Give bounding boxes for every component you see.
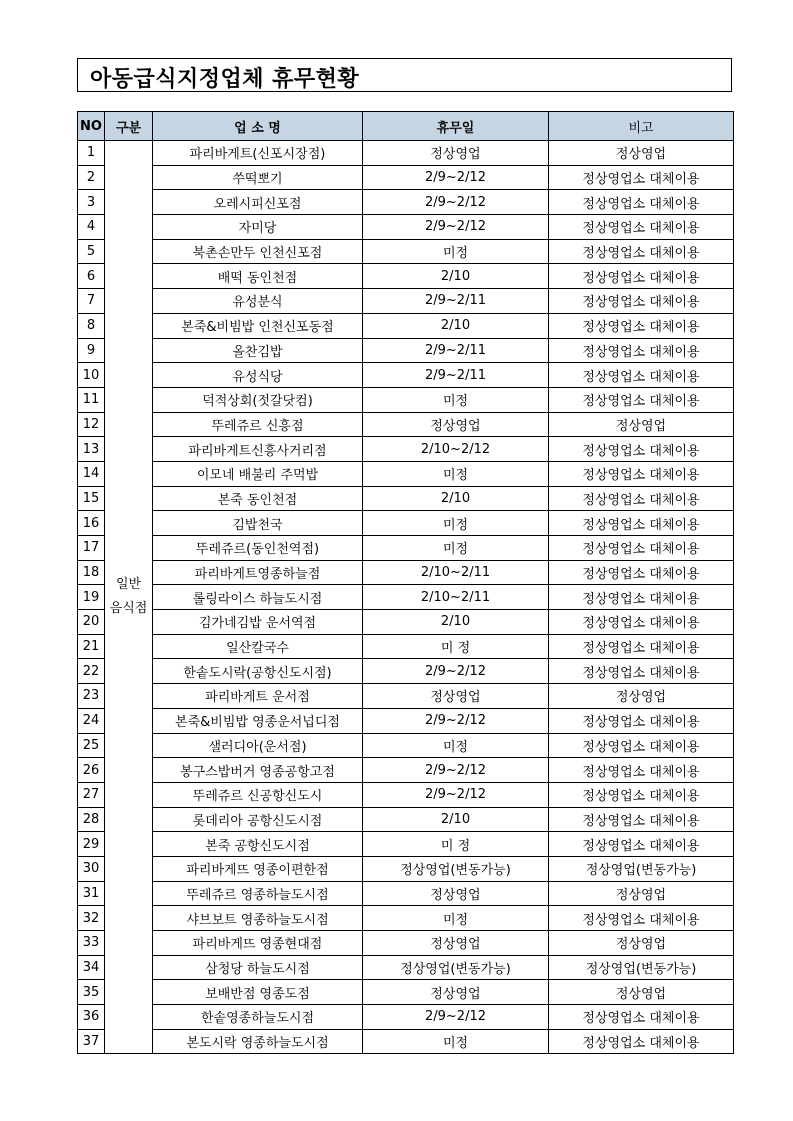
business-name: 파리바게트영종하늘점	[153, 560, 363, 585]
business-name: 파리바게뜨 영종이편한점	[153, 856, 363, 881]
closure-date: 2/9~2/12	[363, 1005, 549, 1030]
table-row	[78, 610, 734, 635]
header-closure-date: 휴무일	[363, 112, 549, 141]
row-number: 32	[78, 906, 105, 931]
row-number: 17	[78, 536, 105, 561]
business-name: 쑤떡뽀기	[153, 165, 363, 190]
note: 정상영업소 대체이용	[549, 363, 734, 388]
closure-date: 2/9~2/12	[363, 659, 549, 684]
business-name: 본죽 공항신도시점	[153, 832, 363, 857]
business-name: 김가네김밥 운서역점	[153, 610, 363, 635]
closure-date: 2/10~2/12	[363, 437, 549, 462]
table-row	[78, 807, 734, 832]
closure-date: 2/9~2/11	[363, 289, 549, 314]
closure-date: 미정	[363, 536, 549, 561]
table-row	[78, 758, 734, 783]
business-name: 배떡 동인천점	[153, 264, 363, 289]
table-header-row	[78, 112, 734, 141]
row-number: 15	[78, 486, 105, 511]
table-row	[78, 659, 734, 684]
table-row	[78, 931, 734, 956]
header-category: 구분	[105, 112, 153, 141]
note: 정상영업소 대체이용	[549, 264, 734, 289]
row-number: 4	[78, 215, 105, 240]
table-row	[78, 412, 734, 437]
table-row	[78, 585, 734, 610]
row-number: 5	[78, 239, 105, 264]
note: 정상영업	[549, 412, 734, 437]
business-name: 본죽&비빔밥 인천신포동점	[153, 313, 363, 338]
category-label-line2: 음식점	[109, 601, 148, 617]
note: 정상영업소 대체이용	[549, 659, 734, 684]
row-number: 7	[78, 289, 105, 314]
note: 정상영업소 대체이용	[549, 610, 734, 635]
note: 정상영업소 대체이용	[549, 1005, 734, 1030]
closure-date: 2/10	[363, 610, 549, 635]
business-name: 유성분식	[153, 289, 363, 314]
closure-date: 2/10~2/11	[363, 585, 549, 610]
business-name: 본죽 동인천점	[153, 486, 363, 511]
table-row	[78, 264, 734, 289]
note: 정상영업소 대체이용	[549, 1029, 734, 1054]
row-number: 27	[78, 782, 105, 807]
table-row	[78, 536, 734, 561]
table-row	[78, 486, 734, 511]
business-name: 뚜레쥬르(동인천역점)	[153, 536, 363, 561]
business-name: 뚜레쥬르 신공항신도시	[153, 782, 363, 807]
row-number: 23	[78, 684, 105, 709]
note: 정상영업소 대체이용	[549, 165, 734, 190]
category-label-line1: 일반	[115, 577, 142, 593]
note: 정상영업소 대체이용	[549, 239, 734, 264]
closure-date: 정상영업	[363, 412, 549, 437]
table-row	[78, 955, 734, 980]
note: 정상영업	[549, 141, 734, 166]
row-number: 33	[78, 931, 105, 956]
closure-date: 2/9~2/12	[363, 165, 549, 190]
table-row	[78, 215, 734, 240]
business-name: 파리바게트 운서점	[153, 684, 363, 709]
note: 정상영업소 대체이용	[549, 536, 734, 561]
row-number: 18	[78, 560, 105, 585]
business-name: 덕적상회(젓갈닷컴)	[153, 387, 363, 412]
closure-date: 정상영업(변동가능)	[363, 955, 549, 980]
row-number: 28	[78, 807, 105, 832]
note: 정상영업소 대체이용	[549, 338, 734, 363]
closure-date: 2/9~2/12	[363, 758, 549, 783]
row-number: 9	[78, 338, 105, 363]
closure-date: 미정	[363, 733, 549, 758]
closure-date: 2/9~2/11	[363, 363, 549, 388]
note: 정상영업소 대체이용	[549, 461, 734, 486]
table-row	[78, 239, 734, 264]
business-name: 파리바게트신흥사거리점	[153, 437, 363, 462]
note: 정상영업소 대체이용	[549, 215, 734, 240]
row-number: 1	[78, 141, 105, 166]
table-row	[78, 313, 734, 338]
table-row	[78, 1029, 734, 1054]
table-row	[78, 733, 734, 758]
table-row	[78, 708, 734, 733]
business-name: 올찬김밥	[153, 338, 363, 363]
row-number: 12	[78, 412, 105, 437]
note: 정상영업	[549, 881, 734, 906]
business-name: 본도시락 영종하늘도시점	[153, 1029, 363, 1054]
note: 정상영업	[549, 931, 734, 956]
row-number: 21	[78, 634, 105, 659]
closure-date: 정상영업	[363, 931, 549, 956]
closure-date: 정상영업	[363, 980, 549, 1005]
note: 정상영업소 대체이용	[549, 511, 734, 536]
row-number: 35	[78, 980, 105, 1005]
closure-date: 미정	[363, 387, 549, 412]
title-box	[77, 58, 732, 92]
closure-date: 정상영업	[363, 881, 549, 906]
table-row	[78, 684, 734, 709]
table-row	[78, 363, 734, 388]
table-row	[78, 634, 734, 659]
business-name: 자미당	[153, 215, 363, 240]
table-row	[78, 437, 734, 462]
closure-date: 2/10	[363, 313, 549, 338]
business-name: 보배반점 영종도점	[153, 980, 363, 1005]
note: 정상영업소 대체이용	[549, 832, 734, 857]
row-number: 24	[78, 708, 105, 733]
note: 정상영업소 대체이용	[549, 906, 734, 931]
note: 정상영업소 대체이용	[549, 486, 734, 511]
table-row	[78, 141, 734, 166]
closure-date: 미 정	[363, 832, 549, 857]
business-name: 뚜레쥬르 영종하늘도시점	[153, 881, 363, 906]
table-row	[78, 881, 734, 906]
note: 정상영업소 대체이용	[549, 758, 734, 783]
row-number: 30	[78, 856, 105, 881]
closure-date: 미정	[363, 906, 549, 931]
closure-table	[77, 111, 734, 1054]
table-body	[78, 141, 734, 1054]
closure-date: 2/9~2/12	[363, 190, 549, 215]
row-number: 29	[78, 832, 105, 857]
note: 정상영업소 대체이용	[549, 190, 734, 215]
closure-date: 미 정	[363, 634, 549, 659]
closure-date: 2/10~2/11	[363, 560, 549, 585]
table-row	[78, 782, 734, 807]
table-row	[78, 461, 734, 486]
row-number: 20	[78, 610, 105, 635]
page-title: 아동급식지정업체 휴무현황	[90, 67, 360, 92]
closure-date: 2/9~2/11	[363, 338, 549, 363]
note: 정상영업(변동가능)	[549, 856, 734, 881]
note: 정상영업소 대체이용	[549, 807, 734, 832]
closure-date: 정상영업(변동가능)	[363, 856, 549, 881]
header-business-name: 업 소 명	[153, 112, 363, 141]
row-number: 8	[78, 313, 105, 338]
note: 정상영업소 대체이용	[549, 313, 734, 338]
closure-date: 미정	[363, 239, 549, 264]
row-number: 6	[78, 264, 105, 289]
header-note: 비고	[549, 112, 734, 141]
note: 정상영업(변동가능)	[549, 955, 734, 980]
header-no: NO	[78, 112, 105, 141]
business-name: 오레시피신포점	[153, 190, 363, 215]
table-row	[78, 856, 734, 881]
closure-date: 정상영업	[363, 141, 549, 166]
business-name: 유성식당	[153, 363, 363, 388]
table-row	[78, 906, 734, 931]
table-row	[78, 1005, 734, 1030]
row-number: 25	[78, 733, 105, 758]
business-name: 파리바게뜨 영종현대점	[153, 931, 363, 956]
row-number: 14	[78, 461, 105, 486]
business-name: 뚜레쥬르 신흥점	[153, 412, 363, 437]
table-row	[78, 387, 734, 412]
note: 정상영업소 대체이용	[549, 733, 734, 758]
business-name: 본죽&비빔밥 영종운서넙디점	[153, 708, 363, 733]
note: 정상영업소 대체이용	[549, 437, 734, 462]
row-number: 16	[78, 511, 105, 536]
closure-date: 2/9~2/12	[363, 708, 549, 733]
note: 정상영업	[549, 684, 734, 709]
business-name: 일산칼국수	[153, 634, 363, 659]
closure-date: 2/10	[363, 807, 549, 832]
closure-date: 정상영업	[363, 684, 549, 709]
table-row	[78, 190, 734, 215]
closure-date: 미정	[363, 1029, 549, 1054]
business-name: 삼청당 하늘도시점	[153, 955, 363, 980]
table-row	[78, 289, 734, 314]
business-name: 파리바게트(신포시장점)	[153, 141, 363, 166]
table-row	[78, 511, 734, 536]
table-row	[78, 980, 734, 1005]
table-row	[78, 338, 734, 363]
closure-date: 2/10	[363, 264, 549, 289]
business-name: 김밥천국	[153, 511, 363, 536]
row-number: 13	[78, 437, 105, 462]
business-name: 북촌손만두 인천신포점	[153, 239, 363, 264]
row-number: 10	[78, 363, 105, 388]
note: 정상영업소 대체이용	[549, 387, 734, 412]
note: 정상영업소 대체이용	[549, 708, 734, 733]
closure-date: 2/9~2/12	[363, 782, 549, 807]
row-number: 34	[78, 955, 105, 980]
business-name: 한솥영종하늘도시점	[153, 1005, 363, 1030]
row-number: 26	[78, 758, 105, 783]
row-number: 22	[78, 659, 105, 684]
business-name: 한솥도시락(공항신도시점)	[153, 659, 363, 684]
closure-date: 미정	[363, 511, 549, 536]
business-name: 롤링라이스 하늘도시점	[153, 585, 363, 610]
row-number: 19	[78, 585, 105, 610]
closure-date: 미정	[363, 461, 549, 486]
note: 정상영업소 대체이용	[549, 782, 734, 807]
business-name: 봉구스밥버거 영종공항고점	[153, 758, 363, 783]
table-row	[78, 832, 734, 857]
row-number: 31	[78, 881, 105, 906]
note: 정상영업	[549, 980, 734, 1005]
business-name: 샐러디아(운서점)	[153, 733, 363, 758]
note: 정상영업소 대체이용	[549, 634, 734, 659]
note: 정상영업소 대체이용	[549, 585, 734, 610]
business-name: 샤브보트 영종하늘도시점	[153, 906, 363, 931]
category-cell	[105, 141, 153, 1054]
row-number: 11	[78, 387, 105, 412]
row-number: 3	[78, 190, 105, 215]
table-row	[78, 165, 734, 190]
closure-date: 2/9~2/12	[363, 215, 549, 240]
note: 정상영업소 대체이용	[549, 289, 734, 314]
business-name: 이모네 배불리 주먹밥	[153, 461, 363, 486]
note: 정상영업소 대체이용	[549, 560, 734, 585]
row-number: 37	[78, 1029, 105, 1054]
row-number: 36	[78, 1005, 105, 1030]
closure-date: 2/10	[363, 486, 549, 511]
business-name: 롯데리아 공항신도시점	[153, 807, 363, 832]
row-number: 2	[78, 165, 105, 190]
table-row	[78, 560, 734, 585]
